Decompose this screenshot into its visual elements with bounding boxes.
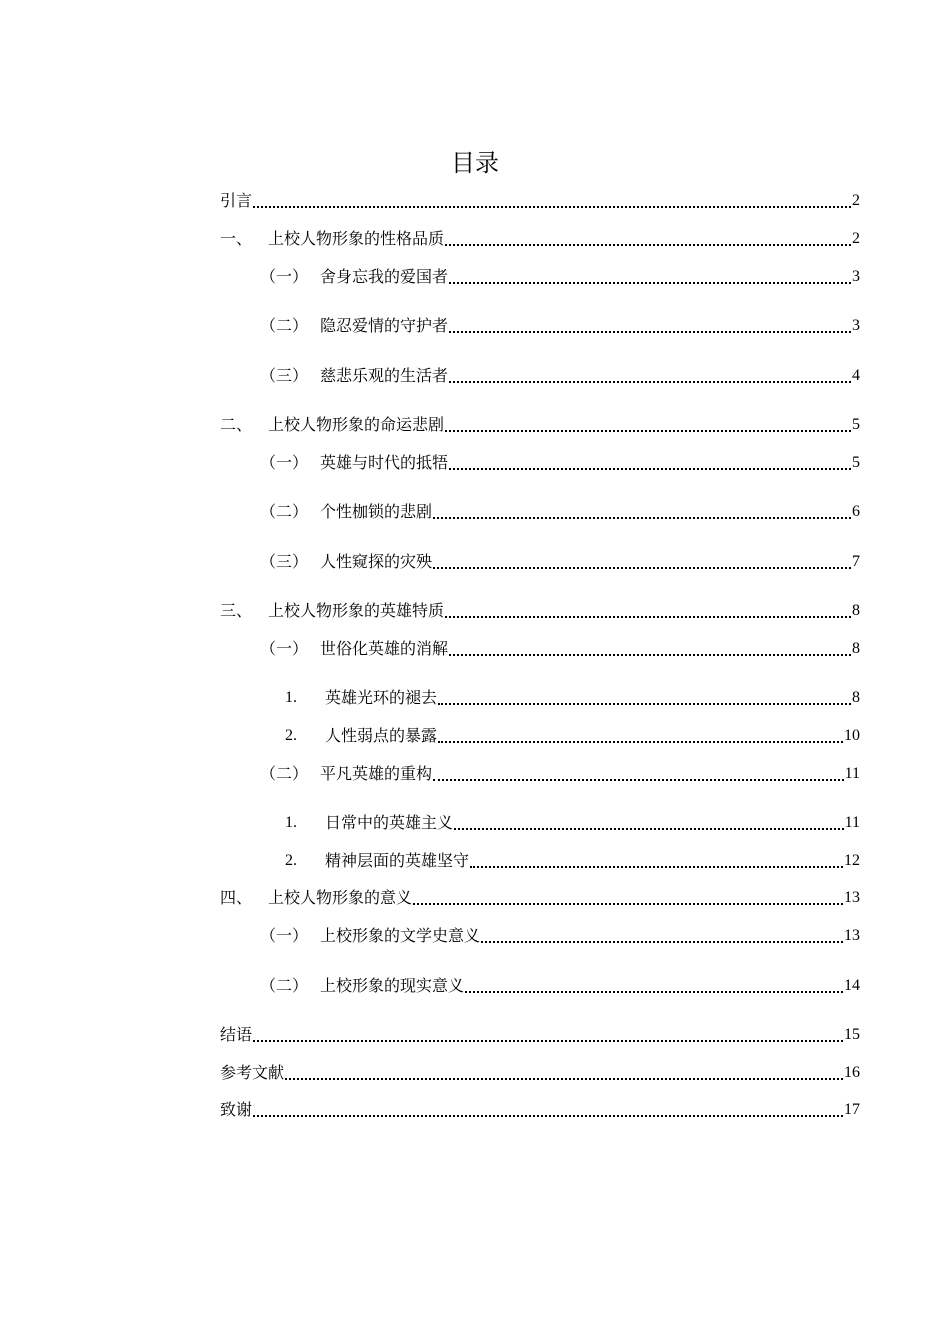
toc-entry-number: 1. bbox=[285, 814, 297, 831]
toc-entry-text: 英雄与时代的抵牾 bbox=[320, 453, 449, 472]
toc-entry[interactable] bbox=[260, 450, 860, 474]
toc-leader-dots bbox=[465, 991, 843, 993]
toc-leader-dots bbox=[449, 654, 851, 656]
toc-entry-page: 17 bbox=[844, 1101, 860, 1118]
toc-entry-page: 7 bbox=[852, 553, 860, 570]
toc-leader-dots bbox=[454, 828, 844, 830]
toc-title: 目录 bbox=[451, 149, 499, 177]
toc-entry[interactable] bbox=[220, 226, 860, 250]
toc-entry-number: 三、 bbox=[220, 601, 253, 620]
toc-entry-text: 上校人物形象的命运悲剧 bbox=[268, 415, 445, 434]
toc-leader-dots bbox=[470, 866, 843, 868]
toc-leader-dots bbox=[438, 703, 851, 705]
toc-entry-text: 隐忍爱情的守护者 bbox=[320, 316, 449, 335]
toc-entry-page: 5 bbox=[852, 454, 860, 471]
toc-entry-page: 14 bbox=[844, 977, 860, 994]
toc-entry[interactable] bbox=[260, 636, 860, 660]
toc-entry-text: 上校人物形象的英雄特质 bbox=[268, 601, 445, 620]
toc-entry[interactable] bbox=[220, 1060, 860, 1084]
toc-entry[interactable] bbox=[220, 412, 860, 436]
toc-leader-dots bbox=[445, 244, 851, 246]
toc-entry[interactable] bbox=[220, 885, 860, 909]
toc-leader-dots bbox=[445, 430, 851, 432]
toc-entry-page: 16 bbox=[844, 1064, 860, 1081]
toc-leader-dots bbox=[433, 779, 844, 781]
toc-leader-dots bbox=[285, 1078, 843, 1080]
toc-entry-number: （一） bbox=[260, 639, 309, 658]
toc-entry-number: （三） bbox=[260, 366, 309, 385]
toc-entry-number: 2. bbox=[285, 852, 297, 869]
toc-entry-page: 2 bbox=[852, 192, 860, 209]
toc-leader-dots bbox=[445, 616, 851, 618]
toc-entry-number: 四、 bbox=[220, 888, 253, 907]
toc-entry-number: （三） bbox=[260, 552, 309, 571]
toc-entry-text: 参考文献 bbox=[220, 1063, 285, 1082]
toc-entry-text: 日常中的英雄主义 bbox=[325, 813, 454, 832]
toc-entry-page: 2 bbox=[852, 230, 860, 247]
toc-entry-page: 8 bbox=[852, 689, 860, 706]
toc-leader-dots bbox=[253, 1040, 843, 1042]
toc-entry-page: 13 bbox=[844, 927, 860, 944]
toc-entry[interactable] bbox=[220, 1022, 860, 1046]
toc-leader-dots bbox=[253, 206, 851, 208]
toc-entry-page: 6 bbox=[852, 503, 860, 520]
toc-leader-dots bbox=[433, 567, 851, 569]
toc-entry-page: 12 bbox=[844, 852, 860, 869]
toc-leader-dots bbox=[481, 941, 843, 943]
toc-entry-page: 11 bbox=[844, 814, 860, 831]
toc-entry[interactable] bbox=[260, 363, 860, 387]
toc-entry[interactable] bbox=[260, 264, 860, 288]
toc-entry[interactable] bbox=[260, 549, 860, 573]
toc-entry-text: 引言 bbox=[220, 191, 253, 210]
toc-entry-number: （一） bbox=[260, 453, 309, 472]
toc-entry-number: （二） bbox=[260, 502, 309, 521]
toc-entry-text: 世俗化英雄的消解 bbox=[320, 639, 449, 658]
toc-entry[interactable] bbox=[260, 761, 860, 785]
toc-entry-page: 11 bbox=[844, 765, 860, 782]
toc-entry-page: 15 bbox=[844, 1026, 860, 1043]
toc-entry-text: 精神层面的英雄坚守 bbox=[325, 851, 470, 870]
toc-entry[interactable] bbox=[260, 313, 860, 337]
toc-entry-number: （二） bbox=[260, 976, 309, 995]
toc-entry-text: 致谢 bbox=[220, 1100, 253, 1119]
toc-entry[interactable] bbox=[260, 973, 860, 997]
toc-entry-page: 5 bbox=[852, 416, 860, 433]
toc-entry-number: 1. bbox=[285, 689, 297, 706]
toc-entry[interactable] bbox=[285, 685, 860, 709]
toc-entry[interactable] bbox=[285, 723, 860, 747]
toc-entry[interactable] bbox=[285, 810, 860, 834]
toc-entry-page: 3 bbox=[852, 317, 860, 334]
toc-entry-number: （二） bbox=[260, 316, 309, 335]
toc-entry-number: 二、 bbox=[220, 415, 253, 434]
toc-entry-text: 人性窥探的灾殃 bbox=[320, 552, 433, 571]
toc-entry-text: 人性弱点的暴露 bbox=[325, 726, 438, 745]
toc-leader-dots bbox=[449, 331, 851, 333]
toc-entry-page: 4 bbox=[852, 367, 860, 384]
toc-entry[interactable] bbox=[260, 499, 860, 523]
toc-entry-text: 个性枷锁的悲剧 bbox=[320, 502, 433, 521]
toc-entry-text: 结语 bbox=[220, 1025, 253, 1044]
toc-entry-page: 13 bbox=[844, 889, 860, 906]
toc-leader-dots bbox=[449, 468, 851, 470]
toc-entry-page: 3 bbox=[852, 268, 860, 285]
toc-entry[interactable] bbox=[220, 1097, 860, 1121]
toc-leader-dots bbox=[438, 741, 843, 743]
toc-leader-dots bbox=[449, 381, 851, 383]
toc-entry-text: 上校人物形象的性格品质 bbox=[268, 229, 445, 248]
toc-leader-dots bbox=[449, 282, 851, 284]
toc-entry-number: （一） bbox=[260, 267, 309, 286]
toc-entry[interactable] bbox=[220, 598, 860, 622]
toc-leader-dots bbox=[413, 903, 843, 905]
toc-entry-page: 8 bbox=[852, 640, 860, 657]
toc-leader-dots bbox=[253, 1115, 843, 1117]
toc-entry-text: 上校人物形象的意义 bbox=[268, 888, 413, 907]
toc-entry-number: 一、 bbox=[220, 229, 253, 248]
toc-entry-page: 10 bbox=[844, 727, 860, 744]
toc-entry-text: 英雄光环的褪去 bbox=[325, 688, 438, 707]
toc-entry-number: （一） bbox=[260, 926, 309, 945]
toc-entry[interactable] bbox=[285, 848, 860, 872]
toc-entry-number: （二） bbox=[260, 764, 309, 783]
toc-entry-number: 2. bbox=[285, 727, 297, 744]
toc-entry[interactable] bbox=[220, 188, 860, 212]
toc-entry[interactable] bbox=[260, 923, 860, 947]
toc-entry-text: 平凡英雄的重构 bbox=[320, 764, 433, 783]
toc-entry-page: 8 bbox=[852, 602, 860, 619]
toc-entry-text: 慈悲乐观的生活者 bbox=[320, 366, 449, 385]
toc-entry-text: 上校形象的文学史意义 bbox=[320, 926, 481, 945]
toc-entry-text: 舍身忘我的爱国者 bbox=[320, 267, 449, 286]
toc-entry-text: 上校形象的现实意义 bbox=[320, 976, 465, 995]
toc-leader-dots bbox=[433, 517, 851, 519]
